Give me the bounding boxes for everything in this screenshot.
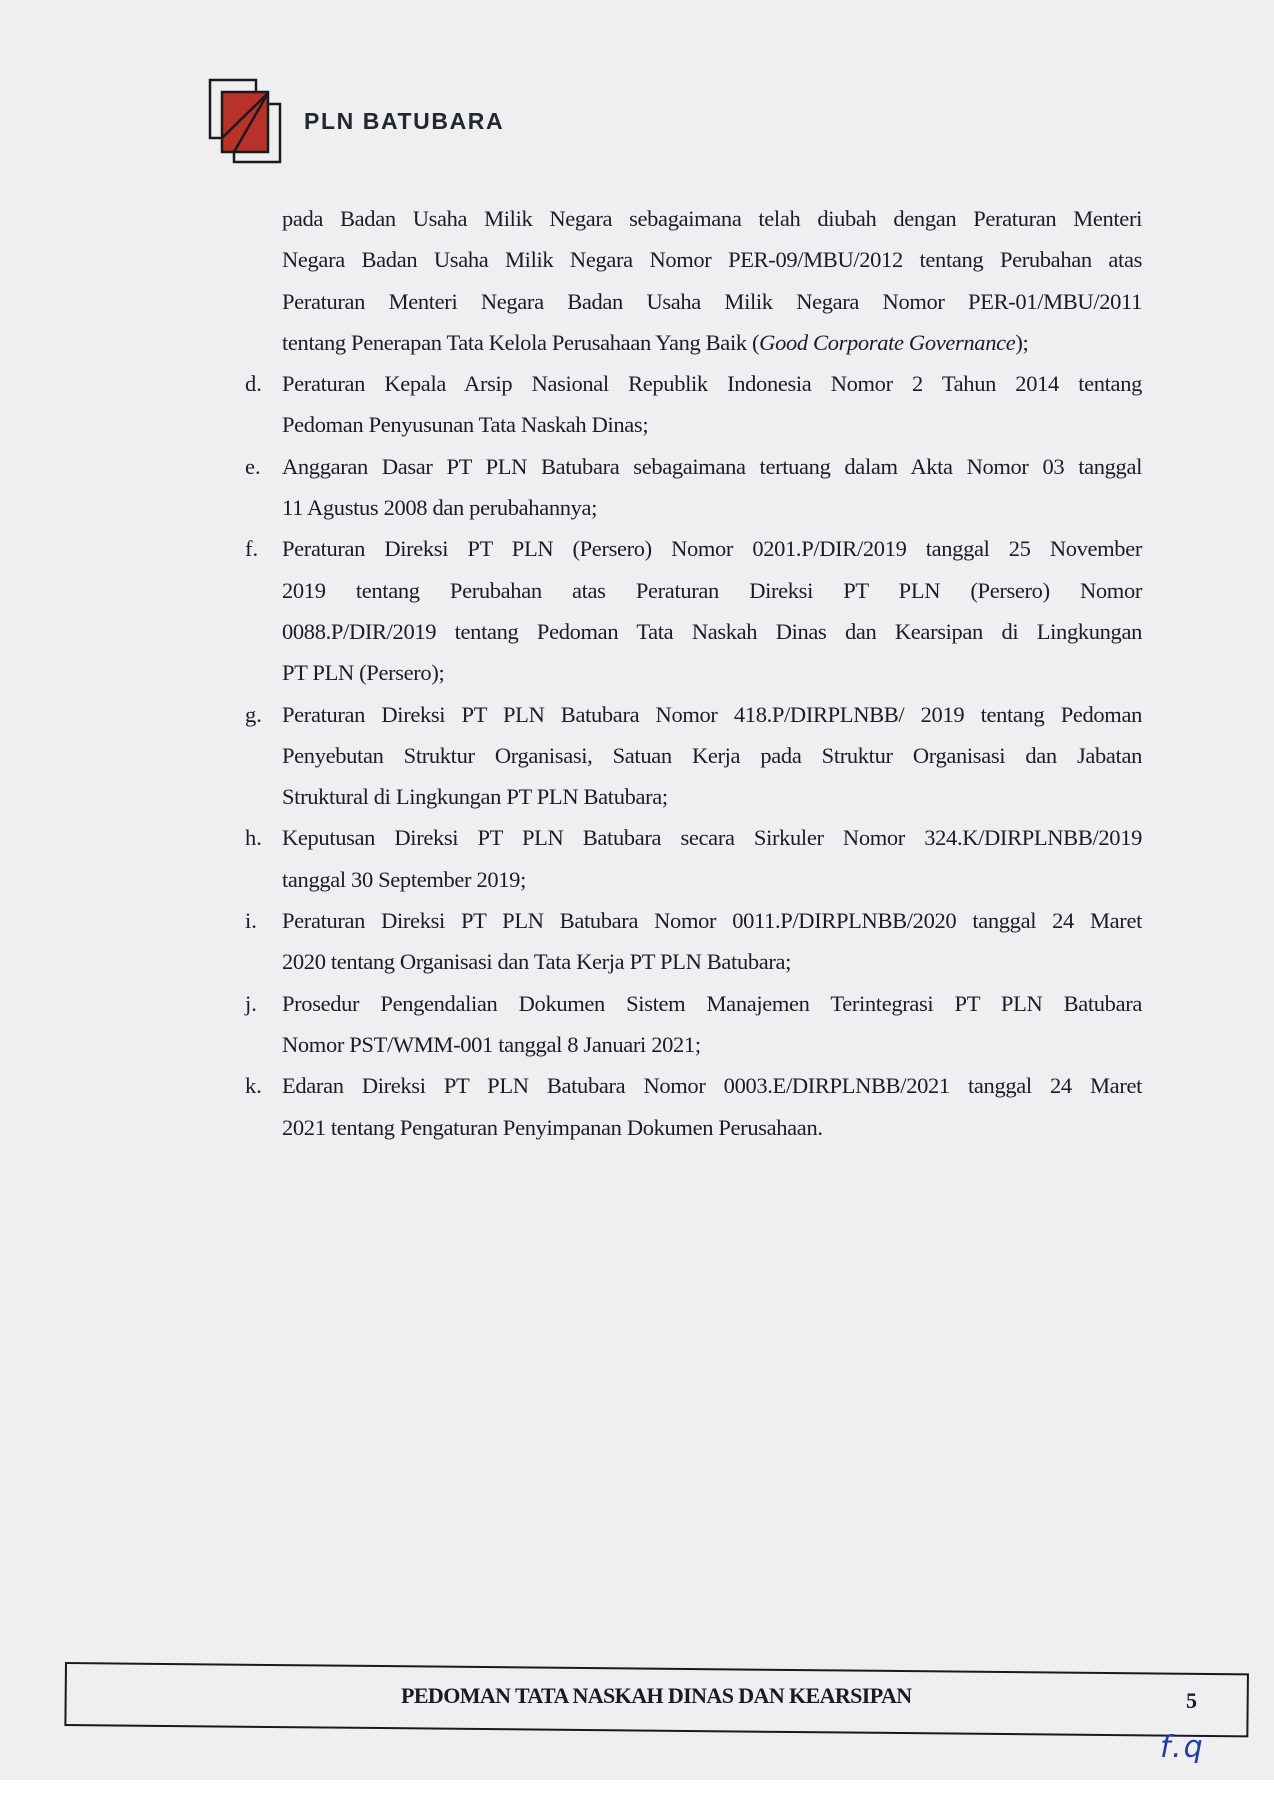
list-item-text: PT PLN (Persero); <box>282 660 445 686</box>
list-item-text: Keputusan Direksi PT PLN Batubara secara Sirkuler Nomor 324.K/DIRPLNBB/2019 <box>282 825 1142 851</box>
list-item-text: 2019 tentang Perubahan atas Peraturan Direksi PT PLN (Persero) Nomor <box>282 577 1142 603</box>
list-item-text: 11 Agustus 2008 dan perubahannya; <box>282 495 598 521</box>
paragraph-line: pada Badan Usaha Milik Negara sebagaimana telah diubah dengan Peraturan Menteri <box>282 206 1142 231</box>
list-item-continuation <box>245 570 1142 611</box>
list-item-text: Peraturan Direksi PT PLN Batubara Nomor 418.P/DIRPLNBB/ 2019 tentang Pedoman <box>282 701 1142 727</box>
list-item-text: Prosedur Pengendalian Dokumen Sistem Manajemen Terintegrasi PT PLN Batubara <box>282 990 1142 1016</box>
list-item-text: 0088.P/DIR/2019 tentang Pedoman Tata Naskah Dinas dan Kearsipan di Lingkungan <box>282 618 1142 644</box>
list-item <box>245 446 1142 487</box>
page-number: 5 <box>1186 1688 1197 1713</box>
list-item <box>245 363 1142 404</box>
list-item-text: Nomor PST/WMM-001 tanggal 8 Januari 2021; <box>282 1031 701 1057</box>
list-item-text: Peraturan Direksi PT PLN (Persero) Nomor 0201.P/DIR/2019 tanggal 25 November <box>282 536 1142 562</box>
list-item-text: 2020 tentang Organisasi dan Tata Kerja PT PLN Batubara; <box>282 949 792 975</box>
paragraph-line: Peraturan Menteri Negara Badan Usaha Milik Negara Nomor PER-01/MBU/2011 <box>282 288 1142 314</box>
list-item <box>245 528 1142 569</box>
list-item-label: j. <box>245 990 257 1016</box>
handwritten-initials: f.q <box>1160 1730 1205 1765</box>
footer-title: PEDOMAN TATA NASKAH DINAS DAN KEARSIPAN <box>401 1683 912 1708</box>
italic-term: Good Corporate Governance <box>759 329 1016 355</box>
list-item <box>245 1065 1142 1106</box>
reference-list <box>245 363 1142 1148</box>
list-item-label: k. <box>245 1073 262 1099</box>
list-item-continuation <box>245 611 1142 652</box>
paragraph-line: Negara Badan Usaha Milik Negara Nomor PER-09/MBU/2012 tentang Perubahan atas <box>282 247 1142 273</box>
list-item-text: 2021 tentang Pengaturan Penyimpanan Dokumen Perusahaan. <box>282 1114 823 1140</box>
list-item-continuation <box>245 1107 1142 1148</box>
pln-batubara-logo-icon <box>208 78 284 166</box>
paragraph-line: tentang Penerapan Tata Kelola Perusahaan Yang Baik (Good Corporate Governance); <box>282 329 1029 355</box>
list-item-label: i. <box>245 908 257 934</box>
list-item-text: Peraturan Direksi PT PLN Batubara Nomor 0011.P/DIRPLNBB/2020 tanggal 24 Maret <box>282 908 1142 934</box>
list-item-continuation <box>245 941 1142 982</box>
list-item-continuation <box>245 735 1142 776</box>
list-item <box>245 694 1142 735</box>
list-item-continuation <box>245 487 1142 528</box>
list-item-continuation <box>245 404 1142 445</box>
list-item-continuation <box>245 776 1142 817</box>
list-item-continuation <box>245 652 1142 693</box>
list-item-continuation <box>245 859 1142 900</box>
list-item-text: Struktural di Lingkungan PT PLN Batubara; <box>282 784 668 810</box>
list-item-continuation <box>245 1024 1142 1065</box>
list-item <box>245 900 1142 941</box>
list-item-text: tanggal 30 September 2019; <box>282 866 526 892</box>
document-body <box>245 198 1142 1148</box>
brand-name: PLN BATUBARA <box>304 108 505 134</box>
list-item-label: g. <box>245 701 262 727</box>
list-item <box>245 817 1142 858</box>
list-item-label: d. <box>245 371 262 397</box>
list-item-label: h. <box>245 825 262 851</box>
list-item-label: e. <box>245 453 261 479</box>
list-item-label: f. <box>245 536 259 562</box>
list-item <box>245 983 1142 1024</box>
list-item-text: Pedoman Penyusunan Tata Naskah Dinas; <box>282 412 649 438</box>
list-item-text: Anggaran Dasar PT PLN Batubara sebagaimana tertuang dalam Akta Nomor 03 tanggal <box>282 453 1142 479</box>
list-item-text: Penyebutan Struktur Organisasi, Satuan Kerja pada Struktur Organisasi dan Jabatan <box>282 742 1142 768</box>
list-item-text: Peraturan Kepala Arsip Nasional Republik Indonesia Nomor 2 Tahun 2014 tentang <box>282 371 1142 397</box>
list-item-text: Edaran Direksi PT PLN Batubara Nomor 0003.E/DIRPLNBB/2021 tanggal 24 Maret <box>282 1073 1142 1099</box>
